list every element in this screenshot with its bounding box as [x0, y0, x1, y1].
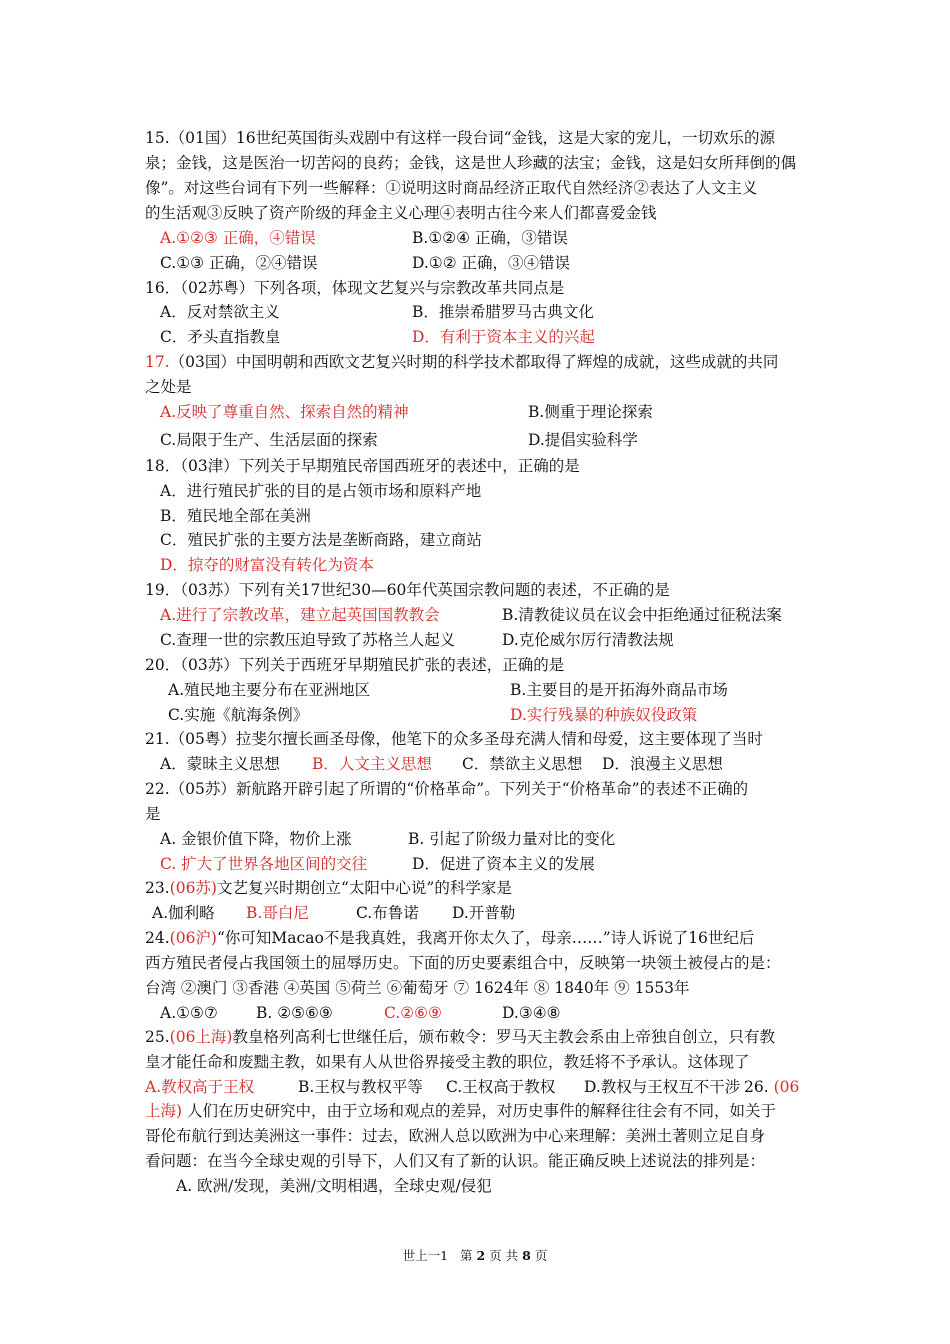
q16-option-c: C．矛头直指教皇: [160, 328, 281, 346]
footer-text-suffix: 页: [534, 1248, 548, 1263]
q21-option-d: D．浪漫主义思想: [602, 755, 723, 773]
q15-stem-line1: 15.（01国）16世纪英国街头戏剧中有这样一段台词“金钱，这是大家的宠儿，一切欢乐的源: [145, 129, 776, 147]
q22-option-c: C. 扩大了世界各地区间的交往: [160, 855, 368, 873]
q23-source: (06苏): [169, 879, 217, 897]
q26-start: [744, 1077, 799, 1097]
q24-stem-line1: [145, 928, 754, 948]
q16-option-b: B．推崇希腊罗马古典文化: [412, 303, 594, 321]
footer-text-prefix: 第: [460, 1248, 473, 1263]
q15-option-c: C.①③ 正确，②④错误: [160, 254, 318, 272]
q23-option-b: B.哥白尼: [246, 904, 309, 922]
q24-stem-text: “你可知Macao不是我真姓，我离开你太久了，母亲……”诗人诉说了16世纪后: [216, 929, 755, 947]
q16-stem: 16．（02苏粤）下列各项，体现文艺复兴与宗教改革共同点是: [145, 279, 565, 297]
q16-option-a: A．反对禁欲主义: [160, 303, 280, 321]
q15-stem-line2: 泉；金钱，这是医治一切苦闷的良药；金钱，这是世人珍藏的法宝；金钱，这是妇女所拜倒的偶: [145, 154, 797, 172]
footer-total-pages: 8: [522, 1248, 531, 1263]
q25-stem-line2: 皇才能任命和废黜主教，如果有人从世俗界接受主教的职位，教廷将不予承认。这体现了: [145, 1053, 750, 1071]
q20-stem: 20．（03苏）下列关于西班牙早期殖民扩张的表述，正确的是: [145, 656, 565, 674]
q24-option-a: A.①⑤⑦: [160, 1004, 218, 1022]
q25-stem-text: 教皇格列高利七世继任后，颁布敕令：罗马天主教会系由上帝独自创立，只有教: [232, 1028, 775, 1046]
q20-option-c: C.实施《航海条例》: [168, 706, 309, 724]
q26-stem-line3: 看问题：在当今全球史观的引导下，人们又有了新的认识。能正确反映上述说法的排列是：: [145, 1152, 766, 1170]
q17-option-b: B.侧重于理论探索: [528, 403, 653, 421]
q19-option-d: D.克伦威尔厉行清教法规: [502, 631, 674, 649]
q19-option-c: C.查理一世的宗教压迫导致了苏格兰人起义: [160, 631, 456, 649]
q25-source: (06上海): [169, 1028, 233, 1046]
q26-stem-line1: [145, 1101, 776, 1121]
q26-stem-line2: 哥伦布航行到达美洲这一事件：过去，欧洲人总以欧洲为中心来理解：美洲土著则立足自身: [145, 1127, 766, 1145]
q18-option-b: B．殖民地全部在美洲: [160, 507, 311, 525]
q18-option-d: D．掠夺的财富没有转化为资本: [160, 556, 374, 574]
q19-stem: 19．（03苏）下列有关17世纪30—60年代英国宗教问题的表述，不正确的是: [145, 581, 670, 599]
q23-number: 23.: [145, 879, 170, 897]
q26-number: 26.: [744, 1078, 769, 1096]
q24-option-d: D.③④⑧: [502, 1004, 561, 1022]
q20-option-a: A.殖民地主要分布在亚洲地区: [168, 681, 371, 699]
q20-option-b: B.主要目的是开拓海外商品市场: [510, 681, 728, 699]
footer-text-middle: 页 共: [489, 1248, 519, 1263]
q21-option-c: C．禁欲主义思想: [462, 755, 583, 773]
q24-source: (06沪): [169, 929, 217, 947]
q24-number: 24.: [145, 929, 170, 947]
q25-stem-line1: [145, 1027, 775, 1047]
q23-option-c: C.布鲁诺: [356, 904, 419, 922]
q19-option-b: B.清教徒议员在议会中拒绝通过征税法案: [502, 606, 782, 624]
q25-option-d: D.教权与王权互不干涉: [584, 1078, 741, 1096]
q24-stem-line3: 台湾 ②澳门 ③香港 ④英国 ⑤荷兰 ⑥葡萄牙 ⑦ 1624年 ⑧ 1840年 ⑨ 1553年: [145, 979, 690, 997]
q15-option-b: B.①②④ 正确，③错误: [412, 229, 568, 247]
q17-stem-line2: 之处是: [145, 378, 192, 396]
q16-option-d: D．有利于资本主义的兴起: [412, 328, 595, 346]
q15-option-d: D.①② 正确，③④错误: [412, 254, 571, 272]
q26-source-part2: 上海): [145, 1102, 183, 1120]
page-footer: [0, 1246, 950, 1264]
q17-number: 17.: [145, 353, 170, 371]
q24-stem-line2: 西方殖民者侵占我国领土的屈辱历史。下面的历史要素组合中，反映第一块领土被侵占的是：: [145, 954, 781, 972]
q17-option-a: A.反映了尊重自然、探索自然的精神: [160, 403, 409, 421]
q26-stem-text: 人们在历史研究中，由于立场和观点的差异，对历史事件的解释往往会有不同，如关于: [187, 1102, 777, 1120]
q22-stem-line2: 是: [145, 805, 161, 823]
q15-option-a: A.①②③ 正确，④错误: [160, 229, 316, 247]
q18-stem: 18．（03津）下列关于早期殖民帝国西班牙的表述中，正确的是: [145, 457, 580, 475]
q24-option-b: B. ②⑤⑥⑨: [256, 1004, 333, 1022]
q26-source-part1: (06: [773, 1078, 800, 1096]
q22-option-d: D．促进了资本主义的发展: [412, 855, 595, 873]
q23-stem: [145, 878, 512, 898]
q21-option-a: A．蒙昧主义思想: [160, 755, 280, 773]
q26-option-a: A. 欧洲/发现，美洲/文明相遇，全球史观/侵犯: [176, 1177, 492, 1195]
q17-stem-line1: [145, 352, 778, 372]
q21-option-b: B．人文主义思想: [312, 755, 432, 773]
footer-page-number: 2: [476, 1248, 486, 1263]
q17-option-c: C.局限于生产、生活层面的探索: [160, 431, 378, 449]
q18-option-c: C．殖民扩张的主要方法是垄断商路，建立商站: [160, 531, 482, 549]
footer-code: 世上一1: [402, 1248, 449, 1263]
q19-option-a: A.进行了宗教改革，建立起英国国教教会: [160, 606, 440, 624]
q23-option-a: A.伽利略: [152, 904, 215, 922]
q22-option-a: A. 金银价值下降，物价上涨: [160, 830, 352, 848]
q18-option-a: A．进行殖民扩张的目的是占领市场和原料产地: [160, 482, 482, 500]
q25-option-c: C.王权高于教权: [446, 1078, 556, 1096]
q17-option-d: D.提倡实验科学: [528, 431, 638, 449]
q17-stem-text: （03国）中国明朝和西欧文艺复兴时期的科学技术都取得了辉煌的成就，这些成就的共同: [169, 353, 779, 371]
q25-number: 25.: [145, 1028, 170, 1046]
q23-stem-text: 文艺复兴时期创立“太阳中心说”的科学家是: [216, 879, 512, 897]
q23-option-d: D.开普勒: [452, 904, 516, 922]
q15-stem-line4: 的生活观③反映了资产阶级的拜金主义心理④表明古往今来人们都喜爱金钱: [145, 204, 657, 222]
q25-option-a: A.教权高于王权: [145, 1078, 255, 1096]
q22-stem-line1: 22.（05苏）新航路开辟引起了所谓的“价格革命”。下列关于“价格革命”的表述不正确的: [145, 780, 749, 798]
q20-option-d: D.实行残暴的种族奴役政策: [510, 706, 698, 724]
q15-stem-line3: 像”。对这些台词有下列一些解释：①说明这时商品经济正取代自然经济②表达了人文主义: [145, 179, 758, 197]
q25-option-b: B.王权与教权平等: [298, 1078, 423, 1096]
q24-option-c: C.②⑥⑨: [384, 1004, 442, 1022]
q21-stem: 21.（05粤）拉斐尔擅长画圣母像，他笔下的众多圣母充满人情和母爱，这主要体现了当时: [145, 730, 763, 748]
q22-option-b: B. 引起了阶级力量对比的变化: [408, 830, 616, 848]
